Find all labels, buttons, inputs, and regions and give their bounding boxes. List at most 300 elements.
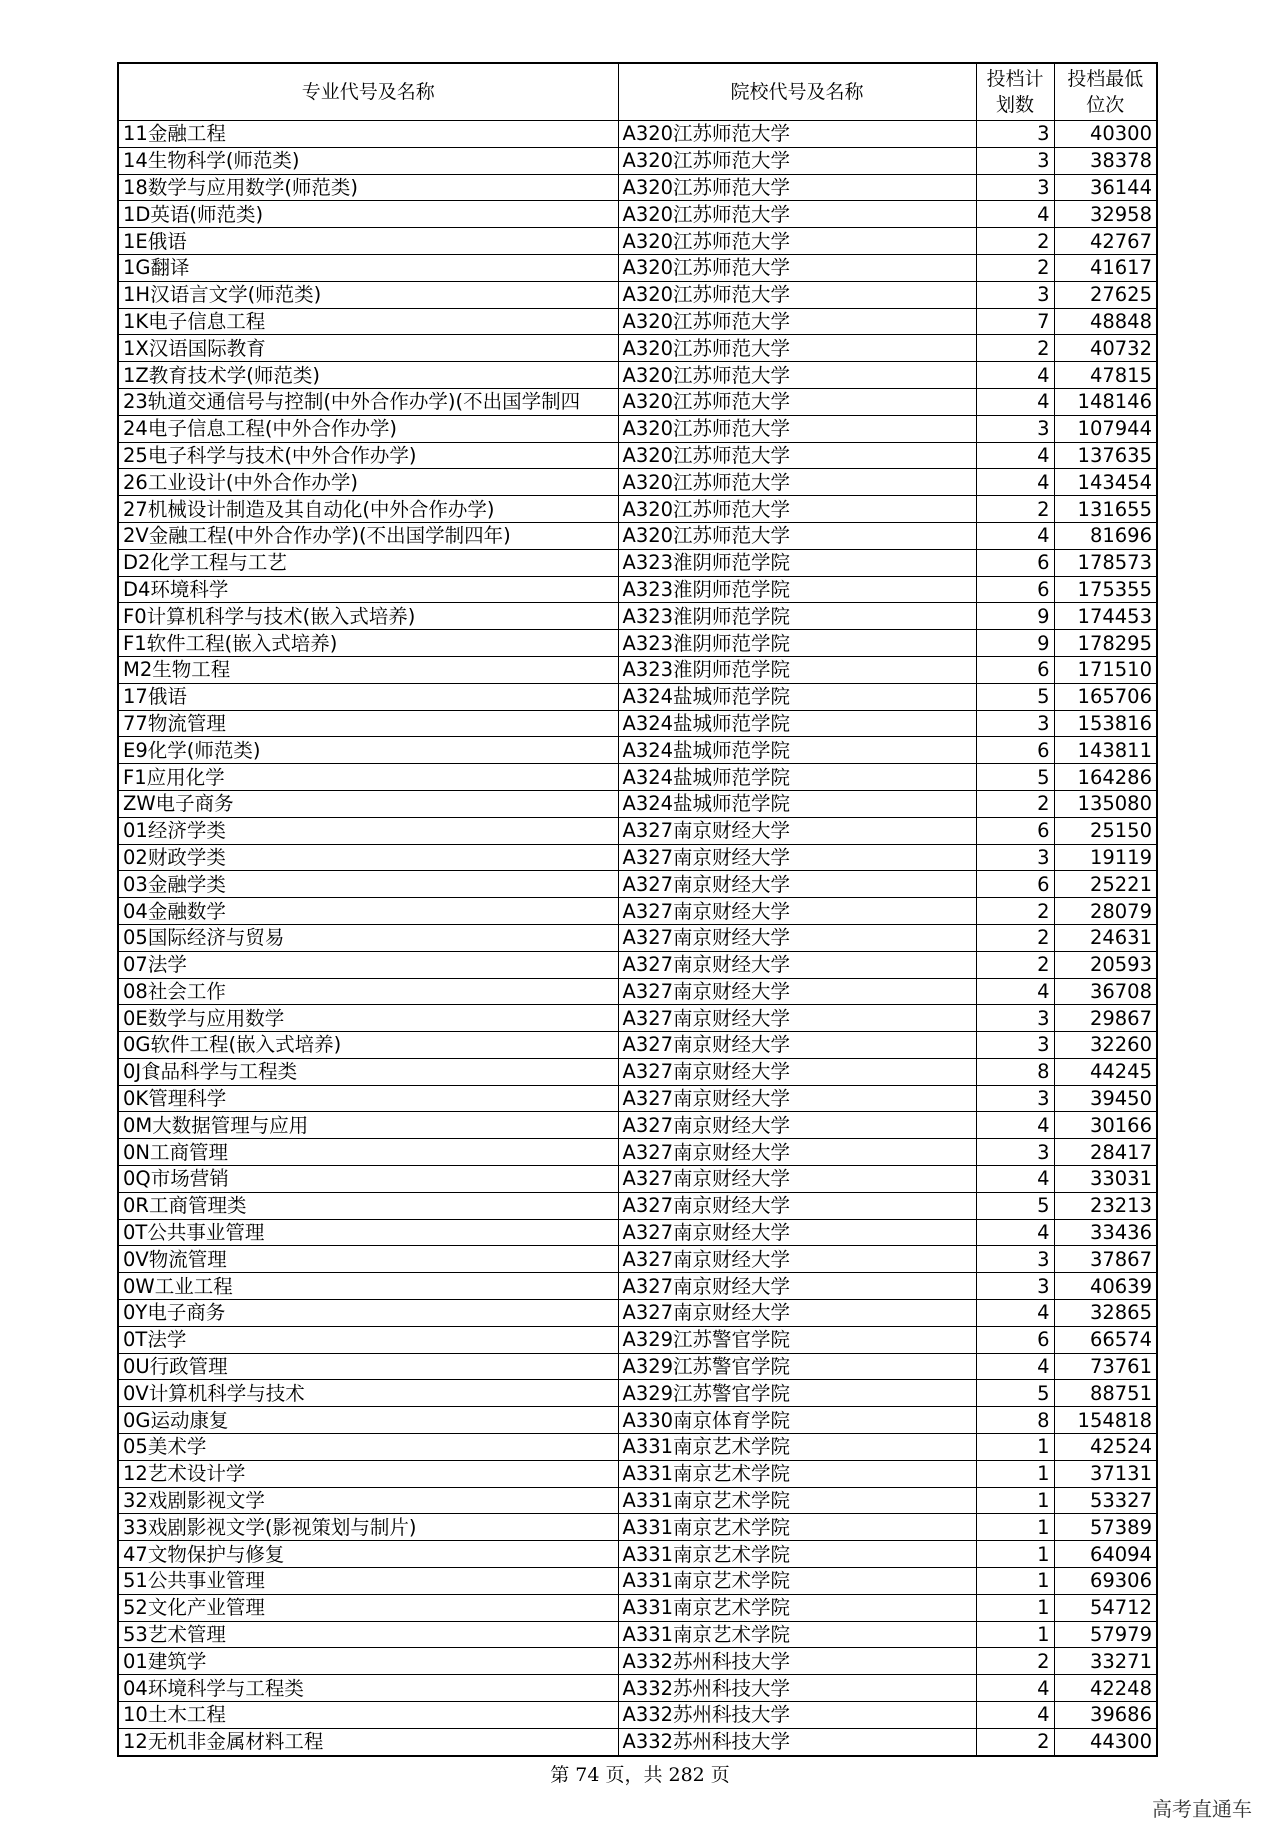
cell-plan-count: 4: [976, 469, 1054, 496]
cell-school: A327南京财经大学: [618, 1112, 976, 1139]
table-row: [118, 442, 1157, 469]
table-row: [118, 1353, 1157, 1380]
cell-min-rank: 44245: [1054, 1058, 1157, 1085]
cell-plan-count: 3: [976, 1246, 1054, 1273]
cell-min-rank: 174453: [1054, 603, 1157, 630]
cell-school: A332苏州科技大学: [618, 1675, 976, 1702]
cell-school: A320江苏师范大学: [618, 121, 976, 148]
table-row: [118, 1702, 1157, 1729]
cell-plan-count: 1: [976, 1621, 1054, 1648]
cell-school: A320江苏师范大学: [618, 228, 976, 255]
cell-major: 01经济学类: [118, 817, 618, 844]
cell-school: A331南京艺术学院: [618, 1487, 976, 1514]
cell-school: A324盐城师范学院: [618, 683, 976, 710]
cell-school: A327南京财经大学: [618, 1273, 976, 1300]
table-row: [118, 737, 1157, 764]
cell-min-rank: 28079: [1054, 898, 1157, 925]
cell-major: 0G运动康复: [118, 1407, 618, 1434]
cell-school: A327南京财经大学: [618, 1032, 976, 1059]
cell-major: 0E数学与应用数学: [118, 1005, 618, 1032]
table-row: [118, 1514, 1157, 1541]
cell-min-rank: 32260: [1054, 1032, 1157, 1059]
cell-major: 0Y电子商务: [118, 1300, 618, 1327]
table-row: [118, 898, 1157, 925]
cell-school: A320江苏师范大学: [618, 362, 976, 389]
cell-min-rank: 20593: [1054, 951, 1157, 978]
cell-plan-count: 2: [976, 790, 1054, 817]
cell-school: A327南京财经大学: [618, 1192, 976, 1219]
cell-school: A324盐城师范学院: [618, 764, 976, 791]
cell-school: A327南京财经大学: [618, 898, 976, 925]
cell-major: 1E俄语: [118, 228, 618, 255]
cell-plan-count: 2: [976, 1728, 1054, 1755]
cell-plan-count: 3: [976, 1005, 1054, 1032]
cell-major: 2V金融工程(中外合作办学)(不出国学制四年): [118, 522, 618, 549]
table-row: [118, 549, 1157, 576]
cell-school: A324盐城师范学院: [618, 790, 976, 817]
cell-school: A327南京财经大学: [618, 817, 976, 844]
cell-min-rank: 36708: [1054, 978, 1157, 1005]
cell-plan-count: 4: [976, 442, 1054, 469]
cell-min-rank: 44300: [1054, 1728, 1157, 1755]
cell-major: 24电子信息工程(中外合作办学): [118, 415, 618, 442]
table-row: [118, 1300, 1157, 1327]
cell-plan-count: 6: [976, 549, 1054, 576]
table-header-row: [118, 63, 1157, 121]
table-row: [118, 630, 1157, 657]
cell-min-rank: 171510: [1054, 656, 1157, 683]
cell-plan-count: 6: [976, 737, 1054, 764]
cell-plan-count: 4: [976, 362, 1054, 389]
table-row: [118, 1192, 1157, 1219]
cell-min-rank: 42248: [1054, 1675, 1157, 1702]
table-row: [118, 469, 1157, 496]
cell-school: A320江苏师范大学: [618, 496, 976, 523]
cell-school: A323淮阴师范学院: [618, 576, 976, 603]
table-row: [118, 335, 1157, 362]
cell-school: A320江苏师范大学: [618, 522, 976, 549]
cell-plan-count: 3: [976, 281, 1054, 308]
cell-min-rank: 143811: [1054, 737, 1157, 764]
cell-plan-count: 2: [976, 898, 1054, 925]
cell-major: 0J食品科学与工程类: [118, 1058, 618, 1085]
cell-major: 77物流管理: [118, 710, 618, 737]
cell-school: A320江苏师范大学: [618, 388, 976, 415]
cell-school: A332苏州科技大学: [618, 1648, 976, 1675]
cell-min-rank: 57389: [1054, 1514, 1157, 1541]
cell-major: D2化学工程与工艺: [118, 549, 618, 576]
cell-plan-count: 2: [976, 1648, 1054, 1675]
cell-plan-count: 4: [976, 522, 1054, 549]
cell-plan-count: 1: [976, 1487, 1054, 1514]
cell-school: A323淮阴师范学院: [618, 630, 976, 657]
cell-major: 0G软件工程(嵌入式培养): [118, 1032, 618, 1059]
cell-min-rank: 39450: [1054, 1085, 1157, 1112]
cell-plan-count: 2: [976, 228, 1054, 255]
cell-plan-count: 6: [976, 1326, 1054, 1353]
cell-school: A320江苏师范大学: [618, 147, 976, 174]
cell-major: 27机械设计制造及其自动化(中外合作办学): [118, 496, 618, 523]
cell-school: A327南京财经大学: [618, 1300, 976, 1327]
cell-min-rank: 164286: [1054, 764, 1157, 791]
table-row: [118, 1032, 1157, 1059]
cell-min-rank: 28417: [1054, 1139, 1157, 1166]
cell-major: F1应用化学: [118, 764, 618, 791]
cell-min-rank: 40732: [1054, 335, 1157, 362]
cell-min-rank: 37131: [1054, 1460, 1157, 1487]
cell-school: A324盐城师范学院: [618, 737, 976, 764]
cell-plan-count: 9: [976, 630, 1054, 657]
cell-school: A329江苏警官学院: [618, 1380, 976, 1407]
cell-min-rank: 23213: [1054, 1192, 1157, 1219]
cell-major: D4环境科学: [118, 576, 618, 603]
cell-min-rank: 25221: [1054, 871, 1157, 898]
table-row: [118, 1246, 1157, 1273]
cell-major: 52文化产业管理: [118, 1594, 618, 1621]
cell-min-rank: 143454: [1054, 469, 1157, 496]
cell-plan-count: 2: [976, 335, 1054, 362]
cell-school: A331南京艺术学院: [618, 1621, 976, 1648]
cell-plan-count: 3: [976, 415, 1054, 442]
cell-plan-count: 4: [976, 1219, 1054, 1246]
table-row: [118, 1594, 1157, 1621]
cell-plan-count: 8: [976, 1058, 1054, 1085]
cell-min-rank: 39686: [1054, 1702, 1157, 1729]
cell-plan-count: 5: [976, 1380, 1054, 1407]
cell-min-rank: 33031: [1054, 1166, 1157, 1193]
cell-major: 02财政学类: [118, 844, 618, 871]
cell-min-rank: 81696: [1054, 522, 1157, 549]
cell-major: 47文物保护与修复: [118, 1541, 618, 1568]
cell-min-rank: 154818: [1054, 1407, 1157, 1434]
table-row: [118, 308, 1157, 335]
cell-major: 32戏剧影视文学: [118, 1487, 618, 1514]
cell-min-rank: 27625: [1054, 281, 1157, 308]
table-row: [118, 496, 1157, 523]
cell-major: 1D英语(师范类): [118, 201, 618, 228]
table-row: [118, 1219, 1157, 1246]
cell-major: 04环境科学与工程类: [118, 1675, 618, 1702]
table-row: [118, 764, 1157, 791]
cell-plan-count: 3: [976, 844, 1054, 871]
cell-min-rank: 69306: [1054, 1568, 1157, 1595]
cell-school: A320江苏师范大学: [618, 308, 976, 335]
cell-school: A330南京体育学院: [618, 1407, 976, 1434]
cell-plan-count: 1: [976, 1594, 1054, 1621]
cell-min-rank: 40639: [1054, 1273, 1157, 1300]
cell-major: 1X汉语国际教育: [118, 335, 618, 362]
table-row: [118, 576, 1157, 603]
cell-plan-count: 6: [976, 576, 1054, 603]
cell-school: A331南京艺术学院: [618, 1460, 976, 1487]
cell-min-rank: 48848: [1054, 308, 1157, 335]
cell-major: 10土木工程: [118, 1702, 618, 1729]
cell-plan-count: 1: [976, 1541, 1054, 1568]
cell-min-rank: 32958: [1054, 201, 1157, 228]
cell-major: 0V计算机科学与技术: [118, 1380, 618, 1407]
cell-plan-count: 2: [976, 924, 1054, 951]
cell-school: A331南京艺术学院: [618, 1541, 976, 1568]
cell-plan-count: 2: [976, 496, 1054, 523]
cell-school: A327南京财经大学: [618, 924, 976, 951]
cell-min-rank: 41617: [1054, 254, 1157, 281]
cell-plan-count: 6: [976, 656, 1054, 683]
cell-min-rank: 88751: [1054, 1380, 1157, 1407]
cell-min-rank: 33436: [1054, 1219, 1157, 1246]
table-row: [118, 844, 1157, 871]
cell-plan-count: 1: [976, 1460, 1054, 1487]
cell-plan-count: 4: [976, 201, 1054, 228]
cell-school: A323淮阴师范学院: [618, 656, 976, 683]
cell-plan-count: 4: [976, 388, 1054, 415]
cell-major: 07法学: [118, 951, 618, 978]
header-major: 专业代号及名称: [118, 63, 618, 121]
table-row: [118, 254, 1157, 281]
table-row: [118, 522, 1157, 549]
cell-school: A332苏州科技大学: [618, 1728, 976, 1755]
table-row: [118, 710, 1157, 737]
cell-school: A327南京财经大学: [618, 1085, 976, 1112]
cell-major: 0N工商管理: [118, 1139, 618, 1166]
cell-min-rank: 25150: [1054, 817, 1157, 844]
cell-major: 0T公共事业管理: [118, 1219, 618, 1246]
header-min-rank: 投档最低 位次: [1054, 63, 1157, 121]
cell-major: 14生物科学(师范类): [118, 147, 618, 174]
cell-min-rank: 175355: [1054, 576, 1157, 603]
cell-school: A324盐城师范学院: [618, 710, 976, 737]
cell-school: A323淮阴师范学院: [618, 603, 976, 630]
cell-min-rank: 24631: [1054, 924, 1157, 951]
cell-major: 0Q市场营销: [118, 1166, 618, 1193]
cell-plan-count: 5: [976, 683, 1054, 710]
cell-school: A327南京财经大学: [618, 844, 976, 871]
table-row: [118, 228, 1157, 255]
cell-major: 0R工商管理类: [118, 1192, 618, 1219]
table-row: [118, 121, 1157, 148]
cell-major: ZW电子商务: [118, 790, 618, 817]
cell-school: A331南京艺术学院: [618, 1594, 976, 1621]
cell-school: A320江苏师范大学: [618, 415, 976, 442]
cell-plan-count: 4: [976, 1300, 1054, 1327]
cell-school: A320江苏师范大学: [618, 201, 976, 228]
cell-plan-count: 3: [976, 1273, 1054, 1300]
cell-major: M2生物工程: [118, 656, 618, 683]
cell-major: 0T法学: [118, 1326, 618, 1353]
cell-major: 0K管理科学: [118, 1085, 618, 1112]
cell-school: A320江苏师范大学: [618, 335, 976, 362]
cell-school: A327南京财经大学: [618, 951, 976, 978]
table-row: [118, 1273, 1157, 1300]
table-row: [118, 174, 1157, 201]
table-row: [118, 1058, 1157, 1085]
cell-plan-count: 2: [976, 951, 1054, 978]
cell-major: 1G翻译: [118, 254, 618, 281]
cell-school: A329江苏警官学院: [618, 1353, 976, 1380]
table-row: [118, 415, 1157, 442]
cell-plan-count: 3: [976, 1032, 1054, 1059]
cell-school: A323淮阴师范学院: [618, 549, 976, 576]
cell-major: 01建筑学: [118, 1648, 618, 1675]
cell-major: 04金融数学: [118, 898, 618, 925]
cell-school: A331南京艺术学院: [618, 1514, 976, 1541]
cell-min-rank: 38378: [1054, 147, 1157, 174]
cell-min-rank: 29867: [1054, 1005, 1157, 1032]
cell-min-rank: 42524: [1054, 1434, 1157, 1461]
header-plan-count: 投档计 划数: [976, 63, 1054, 121]
cell-min-rank: 64094: [1054, 1541, 1157, 1568]
cell-school: A327南京财经大学: [618, 1139, 976, 1166]
cell-major: 0W工业工程: [118, 1273, 618, 1300]
cell-major: 0V物流管理: [118, 1246, 618, 1273]
cell-min-rank: 73761: [1054, 1353, 1157, 1380]
cell-major: 53艺术管理: [118, 1621, 618, 1648]
cell-school: A331南京艺术学院: [618, 1434, 976, 1461]
cell-min-rank: 37867: [1054, 1246, 1157, 1273]
table-row: [118, 790, 1157, 817]
table-row: [118, 1541, 1157, 1568]
cell-min-rank: 42767: [1054, 228, 1157, 255]
cell-major: 23轨道交通信号与控制(中外合作办学)(不出国学制四: [118, 388, 618, 415]
cell-plan-count: 4: [976, 1353, 1054, 1380]
cell-major: 33戏剧影视文学(影视策划与制片): [118, 1514, 618, 1541]
cell-min-rank: 148146: [1054, 388, 1157, 415]
cell-major: 26工业设计(中外合作办学): [118, 469, 618, 496]
cell-min-rank: 135080: [1054, 790, 1157, 817]
cell-school: A327南京财经大学: [618, 1246, 976, 1273]
cell-major: 18数学与应用数学(师范类): [118, 174, 618, 201]
table-row: [118, 951, 1157, 978]
table-row: [118, 1005, 1157, 1032]
cell-major: E9化学(师范类): [118, 737, 618, 764]
table-row: [118, 978, 1157, 1005]
cell-min-rank: 137635: [1054, 442, 1157, 469]
table-body: [118, 121, 1157, 1756]
table-row: [118, 1621, 1157, 1648]
cell-major: 25电子科学与技术(中外合作办学): [118, 442, 618, 469]
table-row: [118, 1112, 1157, 1139]
cell-school: A327南京财经大学: [618, 1166, 976, 1193]
cell-plan-count: 6: [976, 871, 1054, 898]
cell-min-rank: 19119: [1054, 844, 1157, 871]
cell-min-rank: 57979: [1054, 1621, 1157, 1648]
table-row: [118, 603, 1157, 630]
table-row: [118, 1487, 1157, 1514]
cell-major: F1软件工程(嵌入式培养): [118, 630, 618, 657]
cell-school: A327南京财经大学: [618, 871, 976, 898]
cell-plan-count: 5: [976, 764, 1054, 791]
cell-min-rank: 30166: [1054, 1112, 1157, 1139]
admission-table: [117, 62, 1158, 1757]
table-row: [118, 1085, 1157, 1112]
table-row: [118, 1675, 1157, 1702]
watermark-text: 高考直通车: [1152, 1797, 1252, 1821]
table-row: [118, 388, 1157, 415]
cell-major: 12无机非金属材料工程: [118, 1728, 618, 1755]
table-row: [118, 1380, 1157, 1407]
cell-school: A320江苏师范大学: [618, 174, 976, 201]
cell-school: A327南京财经大学: [618, 1058, 976, 1085]
table-row: [118, 1460, 1157, 1487]
cell-plan-count: 7: [976, 308, 1054, 335]
cell-school: A331南京艺术学院: [618, 1568, 976, 1595]
cell-min-rank: 66574: [1054, 1326, 1157, 1353]
table-row: [118, 362, 1157, 389]
cell-school: A320江苏师范大学: [618, 469, 976, 496]
cell-plan-count: 3: [976, 710, 1054, 737]
table-row: [118, 817, 1157, 844]
cell-plan-count: 6: [976, 817, 1054, 844]
table-row: [118, 1728, 1157, 1755]
cell-major: 05国际经济与贸易: [118, 924, 618, 951]
cell-min-rank: 153816: [1054, 710, 1157, 737]
table-row: [118, 871, 1157, 898]
cell-major: 1K电子信息工程: [118, 308, 618, 335]
table-row: [118, 924, 1157, 951]
page-number: 第 74 页，共 282 页: [550, 1764, 730, 1786]
cell-major: 05美术学: [118, 1434, 618, 1461]
cell-major: 12艺术设计学: [118, 1460, 618, 1487]
cell-plan-count: 3: [976, 147, 1054, 174]
cell-school: A320江苏师范大学: [618, 442, 976, 469]
cell-min-rank: 33271: [1054, 1648, 1157, 1675]
cell-school: A332苏州科技大学: [618, 1702, 976, 1729]
cell-major: 17俄语: [118, 683, 618, 710]
cell-plan-count: 8: [976, 1407, 1054, 1434]
cell-school: A327南京财经大学: [618, 978, 976, 1005]
table-row: [118, 1407, 1157, 1434]
cell-plan-count: 4: [976, 978, 1054, 1005]
cell-plan-count: 1: [976, 1514, 1054, 1541]
table-row: [118, 1648, 1157, 1675]
cell-school: A320江苏师范大学: [618, 254, 976, 281]
cell-min-rank: 40300: [1054, 121, 1157, 148]
cell-plan-count: 4: [976, 1702, 1054, 1729]
cell-major: 1H汉语言文学(师范类): [118, 281, 618, 308]
cell-school: A320江苏师范大学: [618, 281, 976, 308]
table-row: [118, 147, 1157, 174]
cell-school: A327南京财经大学: [618, 1219, 976, 1246]
cell-plan-count: 4: [976, 1112, 1054, 1139]
cell-min-rank: 47815: [1054, 362, 1157, 389]
cell-major: 03金融学类: [118, 871, 618, 898]
cell-min-rank: 165706: [1054, 683, 1157, 710]
cell-plan-count: 3: [976, 1139, 1054, 1166]
cell-major: 11金融工程: [118, 121, 618, 148]
header-school: 院校代号及名称: [618, 63, 976, 121]
table-row: [118, 683, 1157, 710]
cell-plan-count: 3: [976, 174, 1054, 201]
cell-major: 1Z教育技术学(师范类): [118, 362, 618, 389]
table-row: [118, 656, 1157, 683]
cell-school: A327南京财经大学: [618, 1005, 976, 1032]
cell-min-rank: 178295: [1054, 630, 1157, 657]
cell-min-rank: 53327: [1054, 1487, 1157, 1514]
cell-school: A329江苏警官学院: [618, 1326, 976, 1353]
table-row: [118, 1434, 1157, 1461]
cell-min-rank: 178573: [1054, 549, 1157, 576]
table-row: [118, 1139, 1157, 1166]
cell-min-rank: 54712: [1054, 1594, 1157, 1621]
cell-plan-count: 4: [976, 1675, 1054, 1702]
cell-plan-count: 4: [976, 1166, 1054, 1193]
cell-major: 0M大数据管理与应用: [118, 1112, 618, 1139]
cell-min-rank: 131655: [1054, 496, 1157, 523]
cell-plan-count: 5: [976, 1192, 1054, 1219]
cell-major: 08社会工作: [118, 978, 618, 1005]
cell-min-rank: 107944: [1054, 415, 1157, 442]
table-row: [118, 1166, 1157, 1193]
cell-major: 51公共事业管理: [118, 1568, 618, 1595]
